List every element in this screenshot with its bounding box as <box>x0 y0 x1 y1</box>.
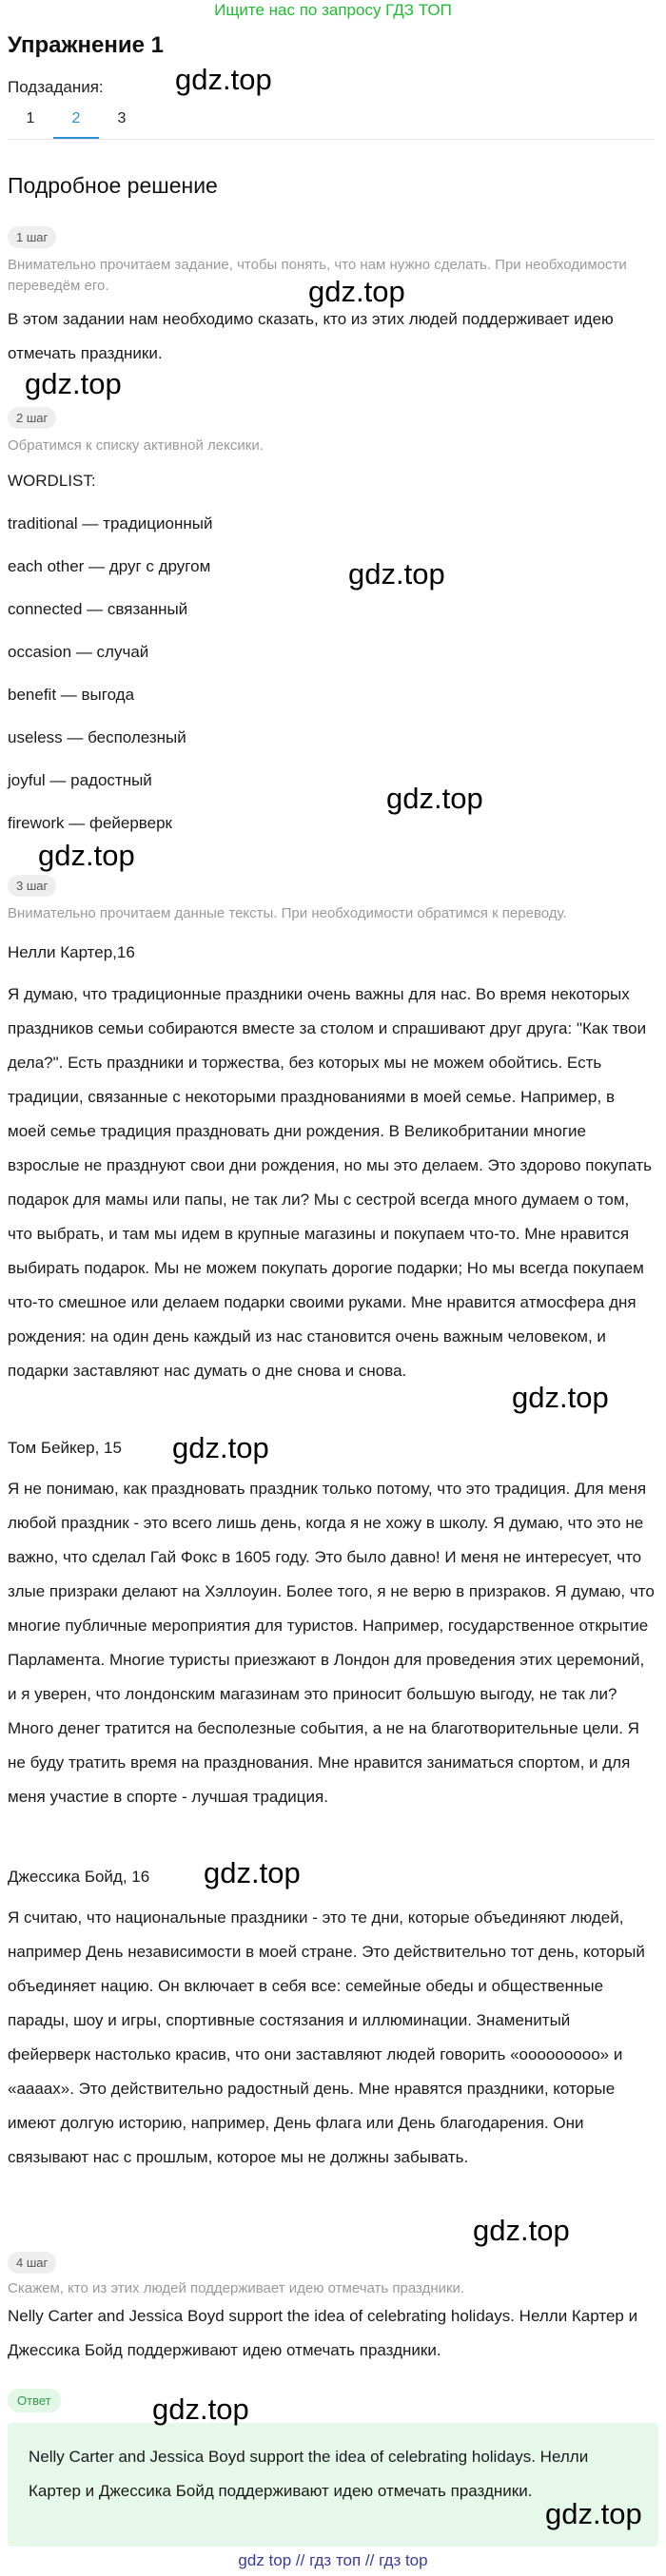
step-3-badge: 3 шаг <box>8 875 56 897</box>
step-1-badge: 1 шаг <box>8 226 56 248</box>
answer-text: Nelly Carter and Jessica Boyd support the idea of celebrating holidays. Нелли Картер и Джессика Бойд поддерживают идею отмечать праздники. <box>29 2448 589 2500</box>
step-4-badge: 4 шаг <box>8 2252 56 2274</box>
watermark: gdz.top <box>38 839 135 872</box>
nelly-text: Я думаю, что традиционные праздники очень важны для нас. Во время некоторых праздников семьи собираются вместе за столом и спрашивают друг друга: "Как твои дела?". Есть праздники и торжества, без которых мы не можем обойтись. Есть традиции, связанные с некоторыми празднованиями в моей семье. Например, в моей семье традиция праздновать дни рождения. В Великобритании многие взрослые не празднуют свои дни рождения, но мы это делаем. Это здорово покупать подарок для мамы или папы, не так ли? Мы с сестрой всегда много думаем о том, что выбрать, и там мы идем в крупные магазины и покупаем что-то. Мне нравится выбирать подарок. Мы не можем покупать дорогие подарки; Но мы всегда покупаем что-то смешное или делаем подарки своими руками. Мне нравится атмосфера дня рождения: на один день каждый из нас становится очень важным человеком, и подарки заставляют нас думать о дне снова и снова. <box>8 985 652 1380</box>
watermark: gdz.top <box>348 557 445 591</box>
watermark: gdz.top <box>172 1431 269 1464</box>
jessica-text: Я считаю, что национальные праздники - это те дни, которые объединяют людей, например День независимости в моей стране. Это действительно тот день, который объединяет нацию. Он включает в себя все: семейные обеды и общественные парады, шоу и игры, спортивные состязания и иллюминации. Знаменитый фейерверк настолько красив, что они заставляют людей говорить «ооооооооо» и «аааах». Это действительно радостный день. Мне нравятся праздники, которые имеют долгую историю, например, День флага или День благодарения. Они связывают нас с прошлым, которое мы не должны забывать. <box>8 1908 645 2166</box>
word-item: benefit — выгода <box>8 686 135 704</box>
watermark: gdz.top <box>204 1856 301 1889</box>
watermark: gdz.top <box>473 2214 570 2247</box>
word-item: each other — друг с другом <box>8 557 211 575</box>
watermark: gdz.top <box>386 782 483 815</box>
watermark: gdz.top <box>25 367 122 400</box>
watermark: gdz.top <box>545 2497 642 2530</box>
watermark: gdz.top <box>512 1381 609 1414</box>
footer-links[interactable]: gdz top // гдз топ // гдз top <box>238 2551 428 2569</box>
step-2-hint: Обратимся к списку активной лексики. <box>8 437 264 454</box>
word-item: traditional — традиционный <box>8 514 213 533</box>
tabs-divider <box>8 139 655 140</box>
step-1-hint: Внимательно прочитаем задание, чтобы понять, что нам нужно сделать. При необходимости переведём его. <box>8 257 627 294</box>
watermark: gdz.top <box>175 63 272 96</box>
word-item: connected — связанный <box>8 600 188 618</box>
word-item: occasion — случай <box>8 643 149 661</box>
section-title: Подробное решение <box>8 173 218 198</box>
step-1-text: В этом задании нам необходимо сказать, кто из этих людей поддерживает идею отмечать праздники. <box>8 310 614 362</box>
speaker-jessica: Джессика Бойд, 16 <box>8 1868 150 1886</box>
step-4-hint: Скажем, кто из этих людей поддерживает идею отмечать праздники. <box>8 2280 465 2296</box>
step-2-badge: 2 шаг <box>8 407 56 429</box>
word-item: useless — бесполезный <box>8 728 186 746</box>
watermark: gdz.top <box>308 275 405 308</box>
step-3-hint: Внимательно прочитаем данные тексты. При необходимости обратимся к переводу. <box>8 905 567 921</box>
speaker-tom: Том Бейкер, 15 <box>8 1439 122 1457</box>
search-banner: Ищите нас по запросу ГДЗ ТОП <box>214 1 452 19</box>
tab-1[interactable]: 1 <box>26 110 35 126</box>
page-title: Упражнение 1 <box>8 32 164 58</box>
word-item: firework — фейерверк <box>8 814 172 832</box>
tab-3[interactable]: 3 <box>117 110 127 126</box>
step-4-text: Nelly Carter and Jessica Boyd support the idea of celebrating holidays. Нелли Картер и Джессика Бойд поддерживают идею отмечать праздники. <box>8 2307 638 2359</box>
subtask-tabs <box>8 105 145 140</box>
tom-text: Я не понимаю, как праздновать праздник только потому, что это традиция. Для меня любой праздник - это всего лишь день, когда я не хожу в школу. Я думаю, что это не важно, что сделал Гай Фокс в 1605 году. Это было давно! И меня не интересует, что злые призраки делают на Хэллоуин. Более того, я не верю в призраков. Я думаю, что многие публичные мероприятия для туристов. Например, государственное открытие Парламента. Многие туристы приезжают в Лондон для проведения этих церемоний, и я уверен, что лондонским магазинам это приносит большую выгоду, не так ли? Много денег тратится на бесполезные события, а не на благотворительные цели. Я не буду тратить время на празднования. Мне нравится заниматься спортом, и для меня участие в спорте - лучшая традиция. <box>8 1480 655 1806</box>
wordlist-title: WORDLIST: <box>8 472 96 490</box>
word-item: joyful — радостный <box>8 771 152 789</box>
answer-badge: Ответ <box>8 2389 61 2412</box>
tab-2[interactable]: 2 <box>53 105 99 140</box>
speaker-nelly: Нелли Картер,16 <box>8 943 135 961</box>
watermark: gdz.top <box>152 2392 249 2426</box>
subtasks-label: Подзадания: <box>8 78 104 96</box>
